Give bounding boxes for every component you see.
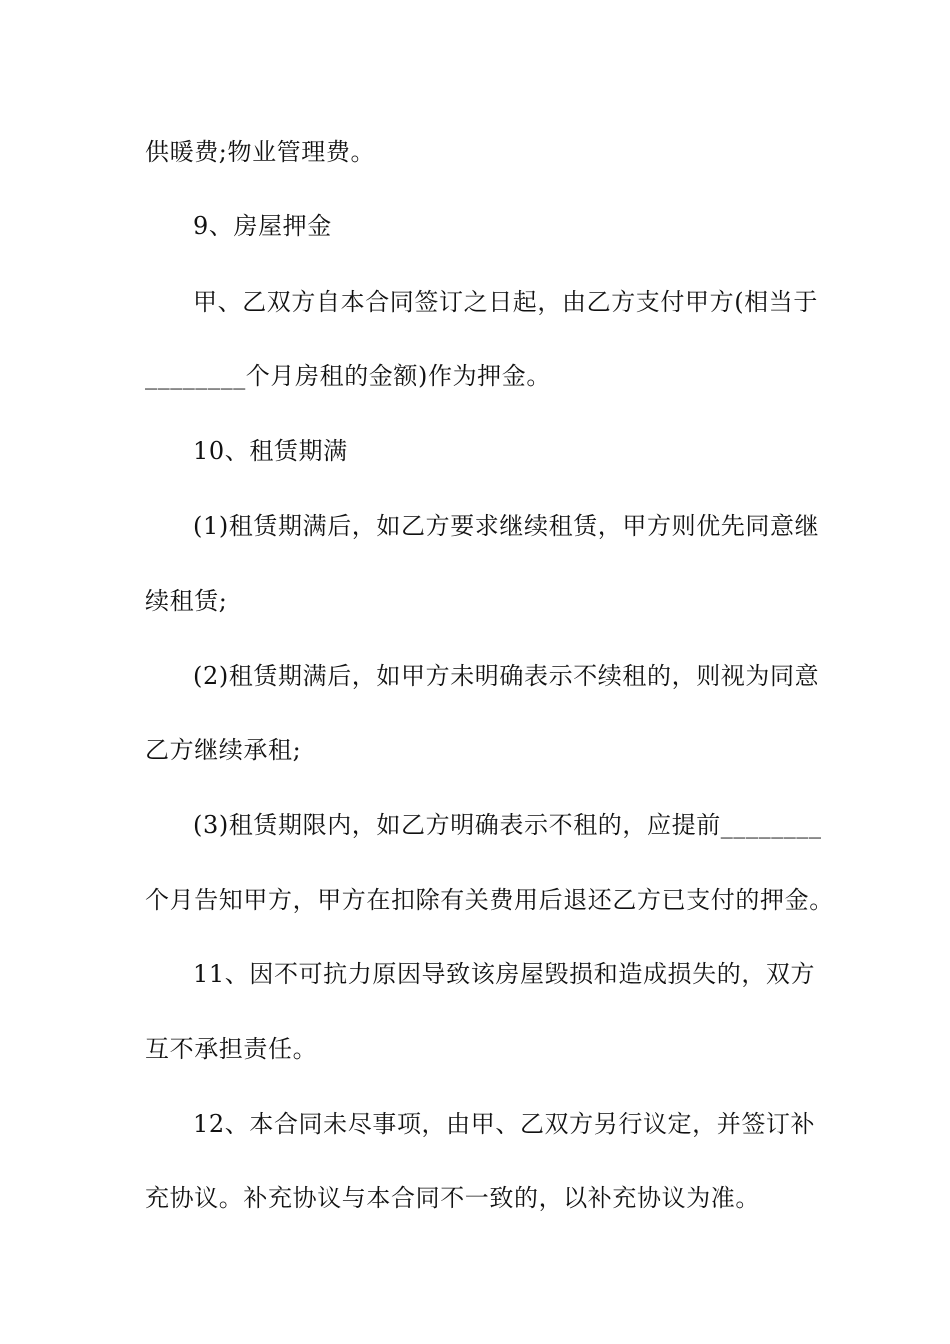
paragraph-line: 12、本合同未尽事项，由甲、乙双方另行议定，并签订补 [193, 1110, 816, 1138]
paragraph-line: 充协议。补充协议与本合同不一致的，以补充协议为准。 [145, 1184, 760, 1212]
paragraph-line: 供暖费;物业管理费。 [145, 138, 376, 166]
paragraph-line: (1)租赁期满后，如乙方要求继续租赁，甲方则优先同意继 [193, 512, 820, 540]
paragraph-line: 乙方继续承租; [145, 736, 302, 764]
paragraph-line: (3)租赁期限内，如乙方明确表示不租的，应提前________ [193, 811, 822, 839]
paragraph-line: 11、因不可抗力原因导致该房屋毁损和造成损失的，双方 [193, 960, 816, 988]
paragraph-line: 甲、乙双方自本合同签订之日起，由乙方支付甲方(相当于 [193, 288, 818, 316]
paragraph-line: 续租赁; [145, 587, 228, 615]
section-heading-deposit: 9、房屋押金 [193, 212, 332, 240]
paragraph-line: 互不承担责任。 [145, 1035, 318, 1063]
section-heading-lease-expiry: 10、租赁期满 [193, 437, 348, 465]
paragraph-line: ________个月房租的金额)作为押金。 [145, 362, 551, 390]
paragraph-line: (2)租赁期满后，如甲方未明确表示不续租的，则视为同意 [193, 662, 820, 690]
paragraph-line: 个月告知甲方，甲方在扣除有关费用后退还乙方已支付的押金。 [145, 886, 834, 914]
